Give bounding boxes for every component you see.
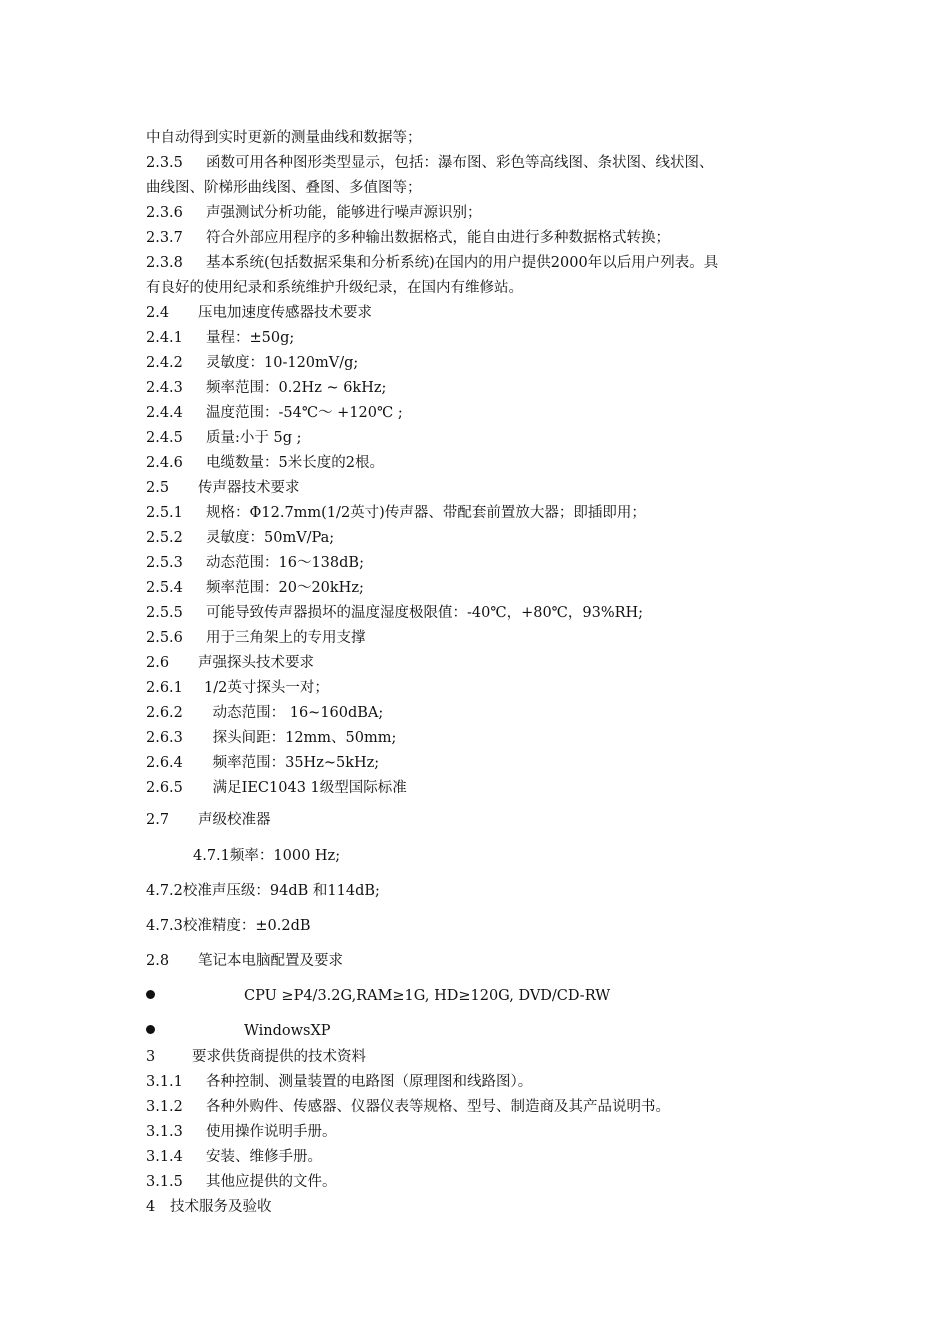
item-2-6-1: 2.6.1 1/2英寸探头一对；	[146, 680, 329, 696]
text-line: 曲线图、阶梯形曲线图、叠图、多值图等；	[146, 180, 422, 196]
bullet-dot-icon	[146, 990, 155, 999]
item-2-4-3: 2.4.3 频率范围：0.2Hz ~ 6kHz;	[146, 380, 387, 396]
item-2-3-5: 2.3.5 函数可用各种图形类型显示，包括：瀑布图、彩色等高线图、条状图、线状图、	[146, 155, 714, 171]
section-2-8-heading: 2.8 笔记本电脑配置及要求	[146, 953, 343, 969]
text-line: 有良好的使用纪录和系统维护升级纪录，在国内有维修站。	[146, 280, 523, 296]
item-2-5-6: 2.5.6 用于三角架上的专用支撑	[146, 630, 366, 646]
item-4-7-2: 4.7.2校准声压级：94dB 和114dB;	[146, 883, 380, 899]
item-2-4-4: 2.4.4 温度范围：-54℃～ +120℃ ;	[146, 405, 403, 421]
section-3-heading: 3 要求供货商提供的技术资料	[146, 1049, 366, 1065]
bullet-item-cpu: CPU ≥P4/3.2G,RAM≥1G, HD≥120G, DVD/CD-RW	[244, 988, 611, 1004]
item-3-1-3: 3.1.3 使用操作说明手册。	[146, 1124, 337, 1140]
item-2-5-5: 2.5.5 可能导致传声器损坏的温度湿度极限值：-40℃，+80℃，93%RH;	[146, 605, 644, 621]
item-2-3-7: 2.3.7 符合外部应用程序的多种输出数据格式，能自由进行多种数据格式转换；	[146, 230, 670, 246]
section-2-6-heading: 2.6 声强探头技术要求	[146, 655, 314, 671]
text-line: 中自动得到实时更新的测量曲线和数据等；	[146, 130, 422, 146]
item-2-4-5: 2.4.5 质量:小于 5g ;	[146, 430, 302, 446]
item-2-5-4: 2.5.4 频率范围：20～20kHz;	[146, 580, 364, 596]
item-2-6-5: 2.6.5 满足IEC1043 1级型国际标准	[146, 780, 407, 796]
section-2-7-heading: 2.7 声级校准器	[146, 812, 271, 828]
item-2-5-3: 2.5.3 动态范围：16～138dB;	[146, 555, 364, 571]
item-2-5-2: 2.5.2 灵敏度：50mV/Pa;	[146, 530, 335, 546]
item-3-1-2: 3.1.2 各种外购件、传感器、仪器仪表等规格、型号、制造商及其产品说明书。	[146, 1099, 670, 1115]
item-4-7-1: 4.7.1频率：1000 Hz;	[193, 848, 341, 864]
item-2-6-4: 2.6.4 频率范围：35Hz~5kHz;	[146, 755, 380, 771]
item-2-6-2: 2.6.2 动态范围： 16~160dBA;	[146, 705, 384, 721]
item-3-1-1: 3.1.1 各种控制、测量装置的电路图（原理图和线路图）。	[146, 1074, 533, 1090]
item-2-3-6: 2.3.6 声强测试分析功能，能够进行噪声源识别；	[146, 205, 482, 221]
item-2-5-1: 2.5.1 规格：Φ12.7mm(1/2英寸)传声器、带配套前置放大器；即插即用；	[146, 505, 646, 521]
item-3-1-4: 3.1.4 安装、维修手册。	[146, 1149, 322, 1165]
bullet-item-os: WindowsXP	[244, 1023, 331, 1039]
item-2-4-1: 2.4.1 量程：±50g;	[146, 330, 295, 346]
item-4-7-3: 4.7.3校准精度：±0.2dB	[146, 918, 311, 934]
section-2-4-heading: 2.4 压电加速度传感器技术要求	[146, 305, 372, 321]
bullet-dot-icon	[146, 1025, 155, 1034]
item-3-1-5: 3.1.5 其他应提供的文件。	[146, 1174, 337, 1190]
item-2-4-2: 2.4.2 灵敏度：10-120mV/g;	[146, 355, 359, 371]
item-2-4-6: 2.4.6 电缆数量：5米长度的2根。	[146, 455, 384, 471]
item-2-6-3: 2.6.3 探头间距：12mm、50mm;	[146, 730, 397, 746]
section-4-heading: 4 技术服务及验收	[146, 1199, 272, 1215]
item-2-3-8: 2.3.8 基本系统(包括数据采集和分析系统)在国内的用户提供2000年以后用户列表。具	[146, 255, 719, 271]
section-2-5-heading: 2.5 传声器技术要求	[146, 480, 300, 496]
